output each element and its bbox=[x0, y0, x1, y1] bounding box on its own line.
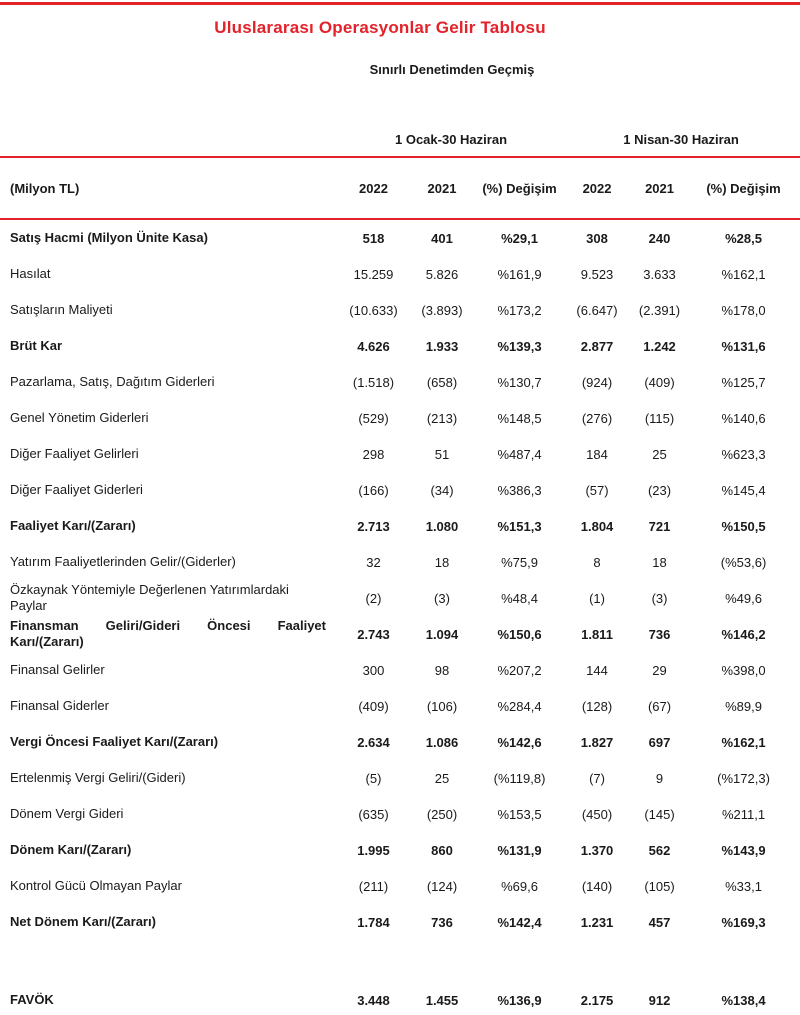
row-value: %69,6 bbox=[501, 878, 538, 894]
row-value: %487,4 bbox=[497, 446, 542, 462]
row-value: %173,2 bbox=[497, 302, 542, 318]
row-value: %131,6 bbox=[721, 338, 766, 354]
row-value: 5.826 bbox=[425, 266, 459, 282]
table-row bbox=[0, 256, 800, 292]
col-header-change-ytd: (%) Değişim bbox=[477, 157, 562, 219]
period-group-quarter: 1 Nisan-30 Haziran bbox=[562, 128, 800, 157]
row-value: 240 bbox=[648, 230, 671, 246]
row-label: Faaliyet Karı/(Zararı) bbox=[10, 518, 136, 533]
row-value: 2.175 bbox=[580, 992, 614, 1008]
row-label: Brüt Kar bbox=[10, 338, 63, 353]
row-value: 2.713 bbox=[357, 518, 390, 534]
row-label: Vergi Öncesi Faaliyet Karı/(Zararı) bbox=[10, 734, 219, 749]
table-row bbox=[0, 904, 800, 940]
unit-label: (Milyon TL) bbox=[0, 157, 340, 219]
table-row bbox=[0, 508, 800, 544]
row-value: 300 bbox=[362, 662, 385, 678]
row-value: (2) bbox=[365, 590, 382, 606]
row-label: Yatırım Faaliyetlerinden Gelir/(Giderler) bbox=[10, 554, 236, 569]
row-label: FAVÖK bbox=[10, 992, 54, 1007]
row-value: 1.231 bbox=[580, 914, 614, 930]
row-value: 562 bbox=[648, 842, 671, 858]
period-group-ytd: 1 Ocak-30 Haziran bbox=[340, 128, 562, 157]
row-value: (409) bbox=[358, 698, 389, 714]
row-value: 736 bbox=[431, 914, 453, 930]
table-row bbox=[0, 796, 800, 832]
col-header-2021-quarter: 2021 bbox=[632, 157, 687, 219]
row-value: %131,9 bbox=[497, 842, 542, 858]
row-value: 1.370 bbox=[580, 842, 614, 858]
spacer-cell bbox=[0, 940, 800, 982]
row-value: 51 bbox=[434, 446, 450, 462]
top-rule-line bbox=[0, 2, 800, 5]
row-value: (%172,3) bbox=[717, 770, 770, 786]
row-value: 1.086 bbox=[425, 734, 459, 750]
row-value: %162,1 bbox=[721, 734, 766, 750]
row-value: %142,4 bbox=[497, 914, 542, 930]
col-header-2022-quarter: 2022 bbox=[562, 157, 632, 219]
page-title: Uluslararası Operasyonlar Gelir Tablosu bbox=[214, 18, 546, 37]
row-value: %211,1 bbox=[721, 806, 766, 822]
row-value: %145,4 bbox=[721, 482, 766, 498]
row-value: 298 bbox=[362, 446, 385, 462]
row-value: (106) bbox=[426, 698, 458, 714]
col-header-2022-ytd: 2022 bbox=[340, 157, 407, 219]
table-row bbox=[0, 868, 800, 904]
row-label: Genel Yönetim Giderleri bbox=[10, 410, 149, 425]
table-row bbox=[0, 652, 800, 688]
row-value: %178,0 bbox=[721, 302, 766, 318]
row-value: 736 bbox=[648, 626, 671, 642]
row-value: %139,3 bbox=[497, 338, 542, 354]
row-value: 15.259 bbox=[353, 266, 394, 282]
row-label: Özkaynak Yöntemiyle Değerlenen Yatırımlardaki Paylar bbox=[10, 582, 289, 613]
table-row bbox=[0, 472, 800, 508]
row-value: 9 bbox=[655, 770, 664, 786]
row-value: %151,3 bbox=[497, 518, 542, 534]
row-value: 697 bbox=[648, 734, 671, 750]
row-value: (34) bbox=[430, 482, 454, 498]
row-value: 1.933 bbox=[425, 338, 459, 354]
row-value: 1.995 bbox=[357, 842, 390, 858]
row-value: (166) bbox=[358, 482, 389, 498]
row-value: (409) bbox=[644, 374, 675, 390]
row-label: Finansal Gelirler bbox=[10, 662, 105, 677]
row-value: (658) bbox=[426, 374, 458, 390]
row-value: (2.391) bbox=[638, 302, 681, 318]
row-value: (%119,8) bbox=[493, 770, 546, 786]
row-value: (3) bbox=[651, 590, 668, 606]
row-label: Dönem Karı/(Zararı) bbox=[10, 842, 132, 857]
row-value: 912 bbox=[648, 992, 671, 1008]
row-value: 1.080 bbox=[425, 518, 459, 534]
row-value: %161,9 bbox=[497, 266, 542, 282]
row-value: %29,1 bbox=[501, 230, 538, 246]
row-value: (5) bbox=[365, 770, 382, 786]
row-value: (635) bbox=[358, 806, 389, 822]
row-value: (115) bbox=[644, 410, 675, 426]
row-label: Satış Hacmi (Milyon Ünite Kasa) bbox=[10, 230, 208, 245]
row-value: (6.647) bbox=[576, 302, 618, 318]
row-value: (7) bbox=[589, 770, 605, 786]
table-row bbox=[0, 436, 800, 472]
row-value: 1.455 bbox=[425, 992, 459, 1008]
row-value: 4.626 bbox=[357, 338, 390, 354]
row-value: %146,2 bbox=[721, 626, 766, 642]
row-value: 2.743 bbox=[357, 626, 390, 642]
row-value: %130,7 bbox=[497, 374, 542, 390]
column-header-row bbox=[0, 157, 800, 219]
row-value: %150,5 bbox=[721, 518, 766, 534]
table-row bbox=[0, 544, 800, 580]
row-value: 457 bbox=[648, 914, 671, 930]
row-value: 144 bbox=[586, 662, 608, 678]
row-value: 518 bbox=[362, 230, 385, 246]
row-value: %49,6 bbox=[725, 590, 762, 606]
row-value: %143,9 bbox=[721, 842, 766, 858]
table-row bbox=[0, 688, 800, 724]
row-label: Finansman Geliri/Gideri Öncesi Faaliyet Karı/(Zararı) bbox=[10, 618, 326, 649]
row-value: (128) bbox=[581, 698, 613, 714]
row-value: %148,5 bbox=[497, 410, 542, 426]
row-value: 98 bbox=[434, 662, 450, 678]
row-label: Hasılat bbox=[10, 266, 51, 281]
row-value: %28,5 bbox=[725, 230, 762, 246]
row-value: 860 bbox=[431, 842, 453, 858]
table-row bbox=[0, 292, 800, 328]
row-value: (67) bbox=[647, 698, 672, 714]
table-row bbox=[0, 400, 800, 436]
table-body bbox=[0, 219, 800, 1015]
row-value: %75,9 bbox=[501, 554, 538, 570]
row-value: 2.634 bbox=[357, 734, 390, 750]
row-value: %169,3 bbox=[721, 914, 766, 930]
row-value: 1.242 bbox=[643, 338, 676, 354]
row-value: (%53,6) bbox=[720, 554, 767, 570]
income-statement-table bbox=[0, 128, 800, 1015]
row-label: Dönem Vergi Gideri bbox=[10, 806, 124, 821]
row-value: 1.094 bbox=[425, 626, 459, 642]
row-value: 721 bbox=[648, 518, 671, 534]
row-value: 3.633 bbox=[643, 266, 676, 282]
row-value: (10.633) bbox=[349, 302, 398, 318]
row-label: Satışların Maliyeti bbox=[10, 302, 113, 317]
row-value: %386,3 bbox=[497, 482, 542, 498]
row-value: 3.448 bbox=[357, 992, 390, 1008]
row-value: %136,9 bbox=[497, 992, 542, 1008]
row-value: %138,4 bbox=[721, 992, 766, 1008]
row-value: 401 bbox=[431, 230, 453, 246]
row-value: 1.811 bbox=[581, 626, 613, 642]
row-value: 308 bbox=[586, 230, 608, 246]
row-value: 184 bbox=[586, 446, 608, 462]
row-value: 25 bbox=[652, 446, 667, 462]
row-value: 2.877 bbox=[580, 338, 614, 354]
row-label: Kontrol Gücü Olmayan Paylar bbox=[10, 878, 182, 893]
row-value: %150,6 bbox=[497, 626, 542, 642]
row-value: (145) bbox=[644, 806, 675, 822]
group-header-spacer bbox=[0, 128, 340, 157]
row-value: (105) bbox=[644, 878, 675, 894]
row-value: (1.518) bbox=[352, 374, 395, 390]
row-label: Diğer Faaliyet Gelirleri bbox=[10, 446, 139, 461]
table-row bbox=[0, 364, 800, 400]
row-value: %140,6 bbox=[721, 410, 766, 426]
row-value: %284,4 bbox=[497, 698, 542, 714]
row-value: 25 bbox=[434, 770, 450, 786]
row-value: %89,9 bbox=[725, 698, 762, 714]
row-value: (124) bbox=[426, 878, 458, 894]
table-row bbox=[0, 616, 800, 652]
row-value: %33,1 bbox=[725, 878, 762, 894]
row-value: %142,6 bbox=[497, 734, 542, 750]
row-label: Net Dönem Karı/(Zararı) bbox=[10, 914, 156, 929]
row-value: 18 bbox=[434, 554, 450, 570]
col-header-change-quarter: (%) Değişim bbox=[687, 157, 800, 219]
audit-status-subtitle: Sınırlı Denetimden Geçmiş bbox=[369, 62, 535, 77]
row-value: %153,5 bbox=[497, 806, 542, 822]
row-value: (213) bbox=[426, 410, 458, 426]
row-value: %162,1 bbox=[721, 266, 766, 282]
row-value: (57) bbox=[585, 482, 609, 498]
row-value: (450) bbox=[581, 806, 613, 822]
row-value: (3.893) bbox=[421, 302, 463, 318]
row-value: %398,0 bbox=[721, 662, 766, 678]
table-row bbox=[0, 832, 800, 868]
spacer-row bbox=[0, 940, 800, 982]
row-label: Diğer Faaliyet Giderleri bbox=[10, 482, 143, 497]
col-header-2021-ytd: 2021 bbox=[407, 157, 477, 219]
table-row bbox=[0, 219, 800, 256]
row-value: (529) bbox=[358, 410, 389, 426]
row-value: 1.827 bbox=[580, 734, 614, 750]
row-value: (276) bbox=[581, 410, 613, 426]
row-value: %48,4 bbox=[501, 590, 538, 606]
row-label: Ertelenmiş Vergi Geliri/(Gideri) bbox=[10, 770, 186, 785]
table-row bbox=[0, 760, 800, 796]
table-row bbox=[0, 982, 800, 1015]
row-value: (140) bbox=[581, 878, 613, 894]
row-value: (3) bbox=[434, 590, 450, 606]
row-value: 1.804 bbox=[580, 518, 614, 534]
row-value: 8 bbox=[593, 554, 601, 570]
row-value: (250) bbox=[426, 806, 458, 822]
table-row bbox=[0, 328, 800, 364]
row-value: 9.523 bbox=[580, 266, 614, 282]
row-value: %207,2 bbox=[497, 662, 542, 678]
row-value: (1) bbox=[589, 590, 605, 606]
row-value: (23) bbox=[647, 482, 672, 498]
row-label: Finansal Giderler bbox=[10, 698, 109, 713]
row-value: (924) bbox=[581, 374, 613, 390]
period-group-header-row bbox=[0, 128, 800, 157]
table-row bbox=[0, 580, 800, 616]
row-value: 32 bbox=[366, 554, 381, 570]
row-value: %623,3 bbox=[721, 446, 766, 462]
row-value: 18 bbox=[652, 554, 667, 570]
row-value: 29 bbox=[652, 662, 667, 678]
row-value: 1.784 bbox=[357, 914, 390, 930]
row-label: Pazarlama, Satış, Dağıtım Giderleri bbox=[10, 374, 215, 389]
row-value: %125,7 bbox=[721, 374, 766, 390]
row-value: (211) bbox=[358, 878, 389, 894]
table-row bbox=[0, 724, 800, 760]
